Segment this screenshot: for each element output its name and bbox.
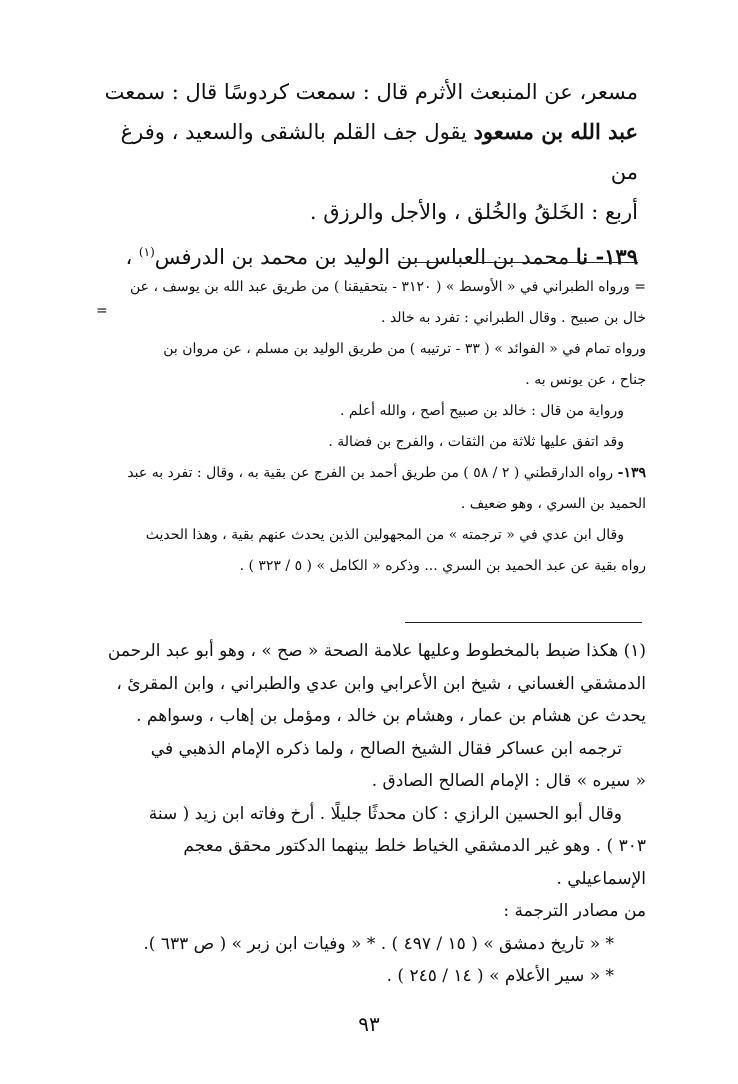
hadith-139-line <box>88 232 638 277</box>
takhrij-line-1: = ورواه الطبراني في « الأوسط » ( ٣١٢٠ - بتحقيقنا ) من طريق عبد الله بن يوسف ، عن <box>129 279 646 295</box>
takhrij-line-6: وقد اتفق عليها ثلاثة من الثقات ، والفرج بن فضالة . <box>328 434 624 450</box>
takhrij-notes <box>88 272 646 582</box>
hadith-isnad: محمد بن العباس بن الوليد بن محمد بن الدرفس <box>154 245 576 269</box>
main-line-3: أربع : الخَلقُ والخُلق ، والأجل والرزق . <box>309 200 638 224</box>
footnote-line-2: الدمشقي الغساني ، شيخ ابن الأعرابي وابن عدي والطبراني ، وابن المقرئ ، <box>116 673 646 694</box>
takhrij-line-2: خال بن صبيح . وقال الطبراني : تفرد به خالد . <box>381 310 646 326</box>
footnote <box>82 635 646 993</box>
footnote-line-1: (١) هكذا ضبط بالمخطوط وعليها علامة الصحة « صح » ، وهو أبو عبد الرحمن <box>107 641 646 661</box>
footnote-line-3: يحدث عن هشام بن عمار ، وهشام بن خالد ، ومؤمل بن إهاب ، وسواهم . <box>136 706 646 726</box>
hadith-number: ١٣٩- <box>595 244 638 269</box>
footnote-line-7: ٣٠٣ ) . وهو غير الدمشقي الخياط خلط بينهما الدكتور محقق معجم <box>183 836 646 856</box>
footnote-line-9: من مصادر الترجمة : <box>503 901 646 921</box>
takhrij-line-9: وقال ابن عدي في « ترجمته » من المجهولين الذين يحدث عنهم بقية ، وهذا الحديث <box>145 527 624 543</box>
source-line-1: * « تاريخ دمشق » ( ١٥ / ٤٩٧ ) . * « وفيات ابن زبر » ( ص ٦٣٣ ). <box>143 933 614 954</box>
takhrij-line-7-text: رواه الدارقطني ( ٢ / ٥٨ ) من طريق أحمد بن الفرج عن بقية به ، وقال : تفرد به عبد <box>127 465 618 481</box>
takhrij-line-7 <box>88 458 646 489</box>
takhrij-line-4: جناح ، عن يونس به . <box>525 372 646 388</box>
page-number: ٩٣ <box>358 1012 380 1036</box>
hadith-isnad-start: نا <box>575 244 596 269</box>
main-text <box>88 72 638 277</box>
footnote-line-4: ترجمه ابن عساكر فقال الشيخ الصالح ، ولما ذكره الإمام الذهبي في <box>150 738 622 759</box>
main-line-1: مسعر، عن المنبعث الأثرم قال : سمعت كردوسًا قال : سمعت <box>104 80 638 104</box>
narrator-name: عبد الله بن مسعود <box>473 119 638 144</box>
continuation-mark: = <box>96 303 108 319</box>
takhrij-line-10: رواه بقية عن عبد الحميد بن السري ... وذكره « الكامل » ( ٥ / ٣٢٣ ) . <box>239 558 646 574</box>
footnote-line-8: الإسماعيلي . <box>556 868 646 889</box>
divider-1 <box>400 262 638 263</box>
footnote-line-6: وقال أبو الحسين الرازي : كان محدثًا جليلًا . أرخ وفاته ابن زيد ( سنة <box>148 803 622 824</box>
hadith-end: ، <box>125 245 139 269</box>
divider-2 <box>405 622 642 623</box>
takhrij-line-5: ورواية من قال : خالد بن صبيح أصح ، والله أعلم . <box>339 403 624 419</box>
takhrij-line-3: ورواه تمام في « الفوائد » ( ٣٣ - ترتيبه ) من طريق الوليد بن مسلم ، عن مروان بن <box>163 341 646 357</box>
source-line-2: * « سير الأعلام » ( ١٤ / ٢٤٥ ) . <box>386 966 614 986</box>
main-line-2 <box>88 112 638 192</box>
main-line-2-rest: يقول جف القلم بالشقى والسعيد ، وفرغ من <box>120 120 638 184</box>
footnote-line-5: « سيره » قال : الإمام الصالح الصادق . <box>371 771 646 791</box>
takhrij-hadith-number: ١٣٩- <box>617 465 646 481</box>
takhrij-line-8: الحميد بن السري ، وهو ضعيف . <box>460 496 646 512</box>
footnote-ref: (١) <box>138 245 155 259</box>
